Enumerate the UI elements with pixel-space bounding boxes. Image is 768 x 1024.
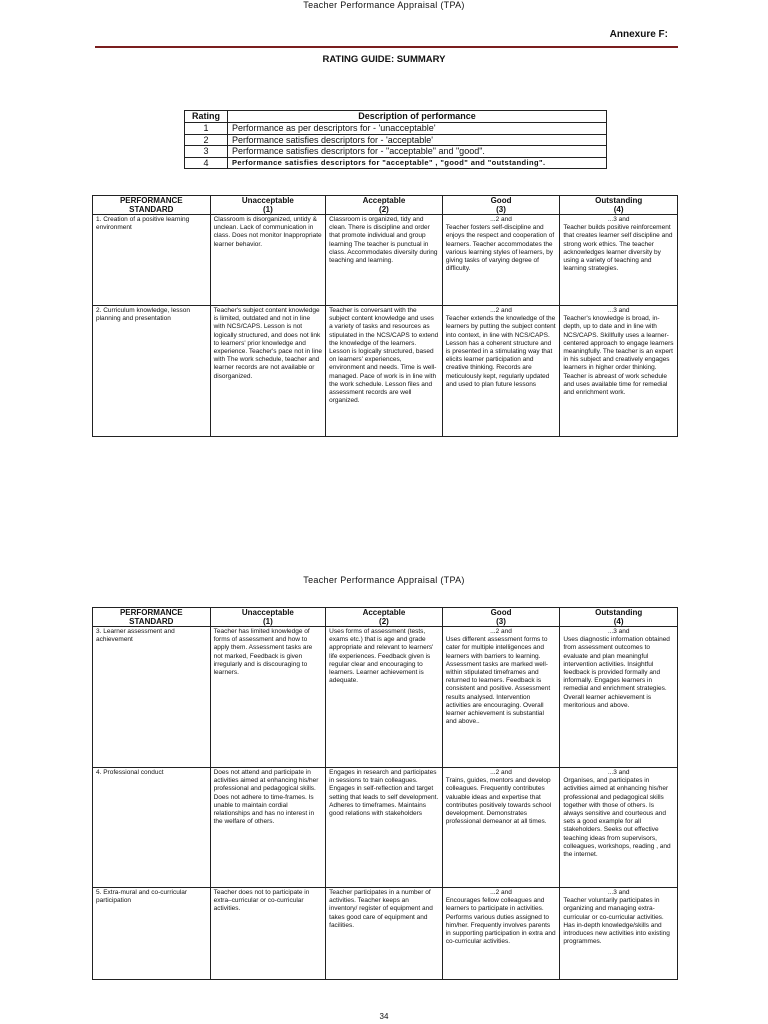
header-unacceptable: Unacceptable (1) [210,196,326,215]
rating-description: Performance as per descriptors for - 'unacceptable' [228,123,607,135]
header-unacceptable: Unacceptable (1) [210,608,326,627]
performance-table-part-2 [92,607,678,980]
table-row [93,768,678,888]
page-header-title: Teacher Performance Appraisal (TPA) [303,0,465,10]
table-row [93,888,678,980]
performance-table-part-1 [92,195,678,437]
standard-cell: 5. Extra-mural and co-curricular participation [93,888,211,980]
acceptable-cell: Engages in research and participates in sessions to train colleagues. Engages in self-reflection and target setting that leads to self development. Adheres to timeframes. Maintains good relations with stakeholders [326,768,443,888]
header-acceptable: Acceptable (2) [326,196,443,215]
good-cell: ...2 and Teacher extends the knowledge of the learners by putting the subject content into context, in line with NCS/CAPS. Lesson has a coherent structure and is presented in a stimulating way that elicits learner participation and creative thinking. Records are meticulously kept, regularly updated and used to plan future lessons [442,306,560,437]
rating-header: Rating [185,111,228,123]
table-row [93,306,678,437]
rating-value: 4 [185,157,228,169]
outstanding-cell: ...3 and Teacher voluntarily participates in organizing and managing extra-curricular or co-curricular activities. Has in-depth knowledge/skills and introduces new activities into existing programmes. [560,888,678,980]
rating-description: Performance satisfies descriptors for - "acceptable" and "good". [228,146,607,158]
description-header: Description of performance [228,111,607,123]
header-outstanding: Outstanding (4) [560,196,678,215]
unacceptable-cell: Teacher does not to participate in extra–curricular or co-curricular activities. [210,888,326,980]
good-cell: ...2 and Uses different assessment forms to cater for multiple intelligences and learners with barriers to learning. Assessment tasks are marked well-within stipulated timeframes and returned to learners. Feedback is consistent and positive. Assessment results analysed. Intervention activities are encouraging. Overall learner achievement is substantial and above.. [442,627,560,768]
rating-guide-title: RATING GUIDE: SUMMARY [322,54,446,65]
performance-header-row [93,608,678,627]
good-cell: ...2 and Encourages fellow colleagues and learners to participate in activities. Performs various duties assigned to him/her. Frequently involves parents in supporting participation in extra and co-curricular activities. [442,888,560,980]
outstanding-cell: ...3 and Teacher's knowledge is broad, in-depth, up to date and in line with NCS/CAPS. Skillfully uses a learner-centered approach to engage learners meaningfully. The teacher is an expert in his subject and creatively engages learners in higher order thinking. Teacher is abreast of work schedule and uses available time for remedial and enrichment work. [560,306,678,437]
good-cell: ...2 and Teacher fosters self-discipline and enjoys the respect and cooperation of learners. Teacher accommodates the various learning styles of learners, by giving tasks of varying degree of difficulty. [442,215,560,306]
header-acceptable: Acceptable (2) [326,608,443,627]
rating-row [185,123,607,135]
acceptable-cell: Classroom is organized, tidy and clean. There is discipline and order that promote individual and group learning The teacher is punctual in class. Accommodates diversity during teaching and learning. [326,215,443,306]
rating-value: 1 [185,123,228,135]
good-cell: ...2 and Trains, guides, mentors and develop colleagues. Frequently contributes valuable ideas and expertise that contributes positively towards school development. Demonstrates professional demeanor at all times. [442,768,560,888]
outstanding-cell: ...3 and Teacher builds positive reinforcement that creates learner self discipline and strong work ethics. The teacher acknowledges learner diversity by using a variety of teaching and learning strategies. [560,215,678,306]
unacceptable-cell: Does not attend and participate in activities aimed at enhancing his/her professional and pedagogical skills. Does not adhere to time-frames. Is unable to maintain cordial relationships and has no interest in the welfare of others. [210,768,326,888]
rating-row [185,134,607,146]
standard-cell: 3. Learner assessment and achievement [93,627,211,768]
outstanding-cell: ...3 and Organises, and participates in activities aimed at enhancing his/her professional and pedagogical skills together with those of others. Is always sensitive and courteous and sets a good example for all stakeholders. Seeks out effective teaching ideas from supervisors, colleagues, workshops, reading , and the internet. [560,768,678,888]
rating-table [184,110,607,169]
header-standard: PERFORMANCE STANDARD [93,196,211,215]
rating-table-header [185,111,607,123]
performance-header-row [93,196,678,215]
outstanding-cell: ...3 and Uses diagnostic information obtained from assessment outcomes to evaluate and plan meaningful intervention activities. Insightful feedback is provided formally and informally. Engages learners in remedial and enrichment strategies. Overall learner achievement is meritorious and above. [560,627,678,768]
rating-row [185,157,607,169]
header-rule [95,46,678,48]
standard-cell: 1. Creation of a positive learning environment [93,215,211,306]
page-number: 34 [379,1012,389,1021]
table-row [93,215,678,306]
acceptable-cell: Uses forms of assessment (tests, exams etc.) that is age and grade appropriate and relevant to learners' life experiences. Feedback given is regular clear and encouraging to learners. Learner achievement is adequate. [326,627,443,768]
rating-description: Performance satisfies descriptors for - 'acceptable' [228,134,607,146]
annexure-label: Annexure F: [609,29,668,40]
rating-row [185,146,607,158]
header-standard: PERFORMANCE STANDARD [93,608,211,627]
unacceptable-cell: Teacher's subject content knowledge is limited, outdated and not in line with NCS/CAPS. Lesson is not logically structured, and does not link to learners' prior knowledge and experience. Teacher's pace not in line with The work schedule, teacher and learner records are not available or disorganized. [210,306,326,437]
page-header-title-2: Teacher Performance Appraisal (TPA) [303,575,465,585]
header-good: Good (3) [442,608,560,627]
standard-cell: 4. Professional conduct [93,768,211,888]
rating-value: 3 [185,146,228,158]
rating-value: 2 [185,134,228,146]
rating-description: Performance satisfies descriptors for "acceptable" , "good" and "outstanding". [228,157,607,169]
unacceptable-cell: Classroom is disorganized, untidy & unclean. Lack of communication in class. Does not monitor Inappropriate learner behavior. [210,215,326,306]
header-outstanding: Outstanding (4) [560,608,678,627]
unacceptable-cell: Teacher has limited knowledge of forms of assessment and how to apply them. Assessment tasks are not marked, Feedback is given irregularly and is discouraging to learners. [210,627,326,768]
header-good: Good (3) [442,196,560,215]
table-row [93,627,678,768]
acceptable-cell: Teacher participates in a number of activities. Teacher keeps an inventory/ register of equipment and takes good care of equipment and facilities. [326,888,443,980]
standard-cell: 2. Curriculum knowledge, lesson planning and presentation [93,306,211,437]
acceptable-cell: Teacher is conversant with the subject content knowledge and uses a variety of tasks and resources as stipulated in the NCS/CAPS to extend the knowledge of the learners. Lesson is logically structured, based on learners' experiences, environment and needs. Time is well- managed. Pace of work is in line with the work schedule. Lesson files and assessment records are well organized. [326,306,443,437]
